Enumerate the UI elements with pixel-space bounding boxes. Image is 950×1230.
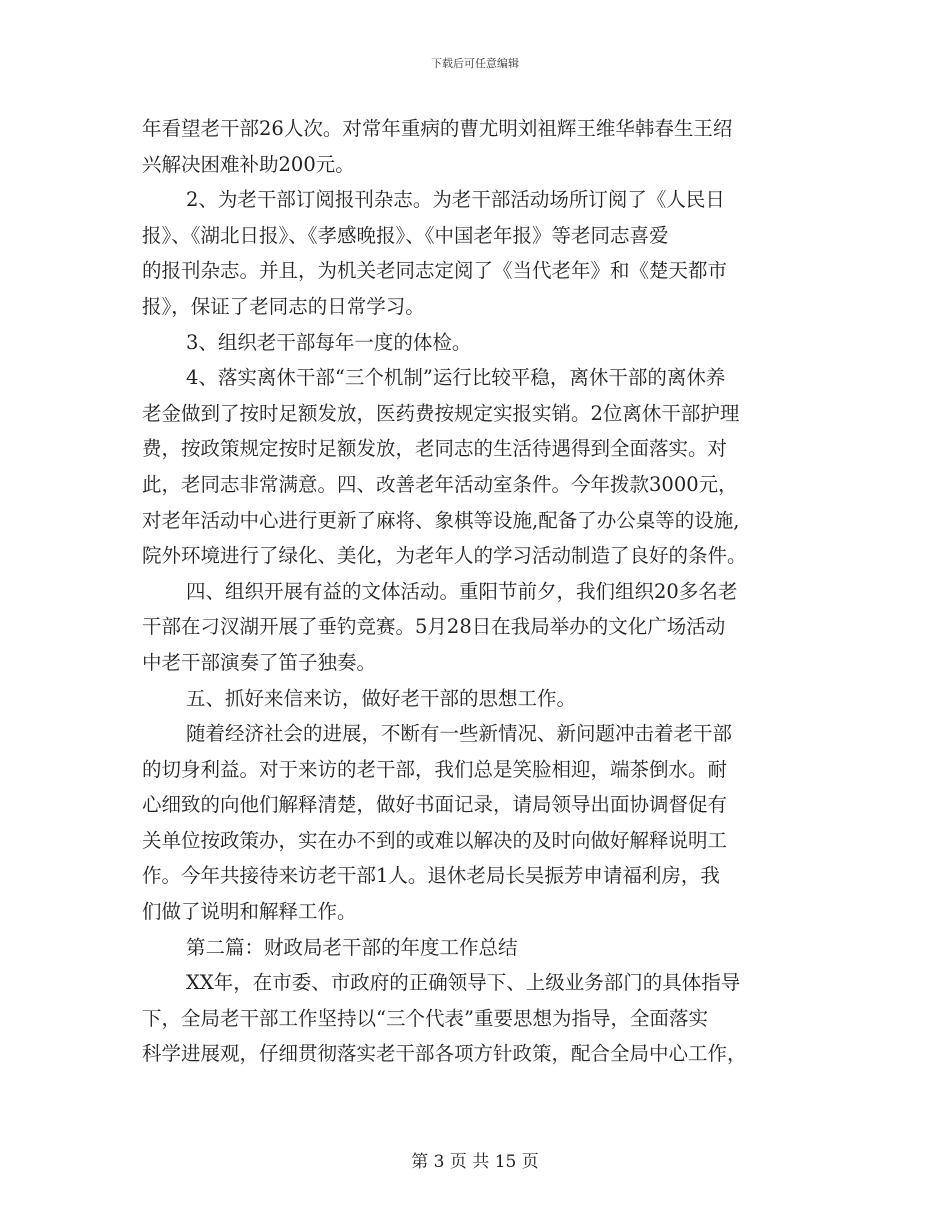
text-line: 的切身利益。对于来访的老干部，我们总是笑脸相迎，端茶倒水。耐 — [142, 757, 728, 781]
text-line: 年看望老干部26人次。对常年重病的曹尤明刘祖辉王维华韩春生王绍 — [142, 117, 733, 140]
text-line: 作。今年共接待来访老干部1人。退休老局长吴振芳申请福利房，我 — [142, 864, 720, 888]
section-heading: 四、组织开展有益的文体活动。重阳节前夕，我们组织20多名老 — [186, 579, 738, 603]
section-heading: 五、抓好来信来访，做好老干部的思想工作。 — [186, 686, 577, 710]
paragraph-start: 4、落实离休干部“三个机制”运行比较平稳，离休干部的离休养 — [186, 366, 726, 390]
paragraph-start: 随着经济社会的进展，不断有一些新情况、新问题冲击着老干部 — [186, 722, 733, 746]
paragraph-start: XX年，在市委、市政府的正确领导下、上级业务部门的具体指导 — [186, 971, 741, 995]
text-line: 此，老同志非常满意。四、改善老年活动室条件。今年拨款3000元， — [142, 472, 738, 496]
text-line: 报》、《湖北日报》、《孝感晚报》、《中国老年报》等老同志喜爱 — [142, 223, 669, 247]
text-line: 科学进展观，仔细贯彻落实老干部各项方针政策，配合全局中心工作， — [142, 1042, 747, 1066]
text-line: 费，按政策规定按时足额发放，老同志的生活待遇得到全面落实。对 — [142, 437, 728, 461]
chapter-title: 第二篇：财政局老干部的年度工作总结 — [186, 935, 518, 959]
paragraph-start: 3、组织老干部每年一度的体检。 — [186, 330, 472, 354]
text-line: 干部在刁汊湖开展了垂钓竞赛。5月28日在我局举办的文化广场活动 — [142, 615, 726, 639]
text-line: 院外环境进行了绿化、美化，为老年人的学习活动制造了良好的条件。 — [142, 544, 747, 568]
page-header: 下载后可任意编辑 — [431, 57, 519, 70]
text-line: 对老年活动中心进行更新了麻将、象棋等设施,配备了办公桌等的设施, — [142, 508, 740, 532]
document-body — [142, 111, 822, 1072]
text-line: 下，全局老干部工作坚持以“三个代表”重要思想为指导，全面落实 — [142, 1006, 708, 1030]
text-line: 关单位按政策办，实在办不到的或难以解决的及时向做好解释说明工 — [142, 828, 728, 852]
text-line: 中老干部演奏了笛子独奏。 — [142, 650, 377, 674]
paragraph-start: 2、为老干部订阅报刊杂志。为老干部活动场所订阅了《人民日 — [186, 188, 725, 212]
text-line: 心细致的向他们解释清楚，做好书面记录，请局领导出面协调督促有 — [142, 793, 728, 817]
text-line: 的报刊杂志。并且，为机关老同志定阅了《当代老年》和《楚天都市 — [142, 259, 728, 283]
text-line: 老金做到了按时足额发放，医药费按规定实报实销。2位离休干部护理 — [142, 401, 740, 425]
text-line: 们做了说明和解释工作。 — [142, 900, 357, 924]
text-line: 报》，保证了老同志的日常学习。 — [142, 294, 425, 318]
text-line: 兴解决困难补助200元。 — [142, 152, 355, 176]
page-footer: 第 3 页 共 15 页 — [411, 1152, 539, 1172]
